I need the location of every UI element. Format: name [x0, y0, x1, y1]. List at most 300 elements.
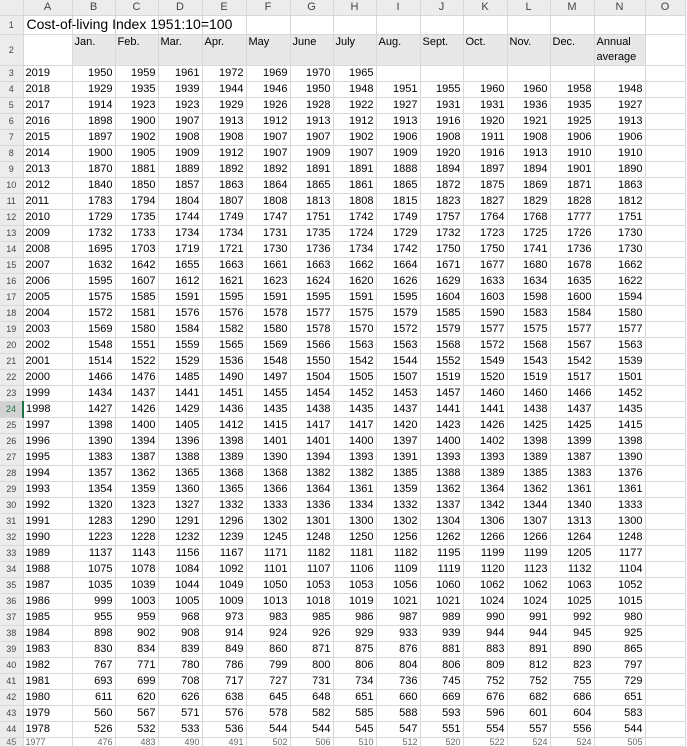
cell[interactable]: 1078 — [115, 562, 158, 578]
cell[interactable]: 1199 — [463, 546, 507, 562]
cell[interactable]: 1401 — [246, 434, 290, 450]
column-header-a[interactable]: A — [23, 0, 72, 16]
cell[interactable]: 1060 — [420, 578, 463, 594]
cell[interactable]: 736 — [376, 674, 420, 690]
cell[interactable]: 1620 — [333, 274, 376, 290]
cell[interactable] — [645, 674, 685, 690]
cell[interactable]: 1572 — [72, 306, 115, 322]
row-header[interactable]: 25 — [0, 418, 23, 434]
cell[interactable]: 1018 — [290, 594, 333, 610]
cell[interactable]: 1595 — [376, 290, 420, 306]
cell[interactable] — [645, 610, 685, 626]
cell[interactable]: 476 — [72, 738, 115, 747]
column-header-c[interactable]: C — [115, 0, 158, 16]
cell[interactable]: 1364 — [290, 482, 333, 498]
row-header[interactable]: 41 — [0, 674, 23, 690]
cell[interactable]: 1501 — [594, 370, 645, 386]
cell[interactable]: 939 — [420, 626, 463, 642]
cell[interactable]: 1566 — [290, 338, 333, 354]
cell[interactable]: 2013 — [23, 162, 72, 178]
cell[interactable]: 1084 — [158, 562, 202, 578]
cell[interactable]: 1053 — [333, 578, 376, 594]
cell[interactable]: 1420 — [376, 418, 420, 434]
cell[interactable]: 1634 — [507, 274, 550, 290]
cell[interactable]: 483 — [115, 738, 158, 747]
cell[interactable]: 1985 — [23, 610, 72, 626]
cell[interactable]: 1920 — [463, 114, 507, 130]
cell[interactable]: 1989 — [23, 546, 72, 562]
cell[interactable] — [290, 16, 333, 35]
month-header-cell[interactable]: Mar. — [158, 35, 202, 66]
cell[interactable]: 1988 — [23, 562, 72, 578]
cell[interactable]: 604 — [550, 706, 594, 722]
cell[interactable]: 601 — [507, 706, 550, 722]
row-header[interactable]: 8 — [0, 146, 23, 162]
cell[interactable]: 1441 — [158, 386, 202, 402]
cell[interactable]: 1415 — [246, 418, 290, 434]
cell[interactable]: 734 — [333, 674, 376, 690]
cell[interactable]: 1035 — [72, 578, 115, 594]
cell[interactable]: 1013 — [246, 594, 290, 610]
cell[interactable]: 812 — [507, 658, 550, 674]
row-header[interactable]: 12 — [0, 210, 23, 226]
cell[interactable]: 551 — [420, 722, 463, 738]
cell[interactable]: 1248 — [594, 530, 645, 546]
cell[interactable] — [645, 258, 685, 274]
select-all-corner[interactable] — [0, 0, 23, 16]
cell[interactable]: 992 — [550, 610, 594, 626]
cell[interactable]: 1725 — [507, 226, 550, 242]
cell[interactable]: 1981 — [23, 674, 72, 690]
row-header[interactable]: 20 — [0, 338, 23, 354]
cell[interactable]: 1402 — [463, 434, 507, 450]
cell[interactable]: 1256 — [376, 530, 420, 546]
cell[interactable]: 1544 — [376, 354, 420, 370]
cell[interactable]: 1344 — [507, 498, 550, 514]
cell[interactable]: 1429 — [158, 402, 202, 418]
cell[interactable]: 699 — [115, 674, 158, 690]
cell[interactable]: 1044 — [158, 578, 202, 594]
cell[interactable] — [645, 114, 685, 130]
cell[interactable] — [645, 546, 685, 562]
cell[interactable]: 526 — [72, 722, 115, 738]
month-header-cell[interactable]: Sept. — [420, 35, 463, 66]
cell[interactable]: 1575 — [507, 322, 550, 338]
row-header[interactable]: 5 — [0, 98, 23, 114]
cell[interactable]: 1972 — [202, 66, 246, 82]
cell[interactable] — [645, 402, 685, 418]
cell[interactable]: 799 — [246, 658, 290, 674]
row-header[interactable]: 13 — [0, 226, 23, 242]
cell[interactable]: 1572 — [376, 322, 420, 338]
cell[interactable]: 1199 — [507, 546, 550, 562]
cell[interactable] — [645, 626, 685, 642]
cell[interactable]: 1970 — [290, 66, 333, 82]
cell[interactable]: 1977 — [23, 738, 72, 747]
cell[interactable]: 1995 — [23, 450, 72, 466]
month-header-cell[interactable]: Feb. — [115, 35, 158, 66]
cell[interactable]: 1910 — [550, 146, 594, 162]
cell[interactable]: 1950 — [72, 66, 115, 82]
cell[interactable]: 582 — [290, 706, 333, 722]
cell[interactable]: 1304 — [420, 514, 463, 530]
cell[interactable]: 1360 — [158, 482, 202, 498]
cell[interactable]: 2015 — [23, 130, 72, 146]
cell[interactable]: 1106 — [333, 562, 376, 578]
row-header[interactable]: 28 — [0, 466, 23, 482]
cell[interactable]: 1003 — [115, 594, 158, 610]
cell[interactable]: 1536 — [202, 354, 246, 370]
cell[interactable]: 1455 — [246, 386, 290, 402]
cell[interactable]: 651 — [594, 690, 645, 706]
cell[interactable]: 1576 — [158, 306, 202, 322]
cell[interactable]: 1397 — [376, 434, 420, 450]
cell[interactable]: 1898 — [72, 114, 115, 130]
cell[interactable]: 945 — [550, 626, 594, 642]
cell[interactable]: 839 — [158, 642, 202, 658]
cell[interactable]: 1992 — [23, 498, 72, 514]
cell[interactable] — [645, 162, 685, 178]
cell[interactable]: 588 — [376, 706, 420, 722]
cell[interactable]: 1621 — [202, 274, 246, 290]
cell[interactable]: 1827 — [463, 194, 507, 210]
cell[interactable]: 1892 — [246, 162, 290, 178]
cell[interactable]: 1680 — [507, 258, 550, 274]
cell[interactable]: 1460 — [463, 386, 507, 402]
cell[interactable]: 1382 — [290, 466, 333, 482]
cell[interactable]: 1394 — [115, 434, 158, 450]
cell[interactable]: 1399 — [550, 434, 594, 450]
row-header[interactable]: 6 — [0, 114, 23, 130]
row-header[interactable]: 4 — [0, 82, 23, 98]
cell[interactable]: 1507 — [376, 370, 420, 386]
cell[interactable]: 1750 — [420, 242, 463, 258]
cell[interactable]: 1969 — [246, 66, 290, 82]
cell[interactable] — [376, 66, 420, 82]
cell[interactable]: 1362 — [507, 482, 550, 498]
cell[interactable]: 1584 — [158, 322, 202, 338]
cell[interactable]: 1390 — [72, 434, 115, 450]
cell[interactable]: 1577 — [550, 322, 594, 338]
cell[interactable]: 510 — [333, 738, 376, 747]
cell[interactable]: 1939 — [158, 82, 202, 98]
cell[interactable]: 1757 — [420, 210, 463, 226]
cell[interactable]: 1563 — [376, 338, 420, 354]
column-header-b[interactable]: B — [72, 0, 115, 16]
month-header-cell[interactable]: Apr. — [202, 35, 246, 66]
cell[interactable]: 1579 — [420, 322, 463, 338]
month-header-cell[interactable]: Dec. — [550, 35, 594, 66]
cell[interactable]: 1412 — [202, 418, 246, 434]
cell[interactable]: 1365 — [158, 466, 202, 482]
cell[interactable]: 1828 — [550, 194, 594, 210]
cell[interactable] — [645, 498, 685, 514]
cell[interactable]: 1595 — [202, 290, 246, 306]
cell[interactable] — [246, 16, 290, 35]
cell[interactable]: 731 — [290, 674, 333, 690]
cell[interactable]: 1182 — [290, 546, 333, 562]
cell[interactable] — [594, 66, 645, 82]
row-header[interactable]: 2 — [0, 35, 23, 66]
month-header-cell[interactable]: Oct. — [463, 35, 507, 66]
cell[interactable]: 1951 — [376, 82, 420, 98]
cell[interactable]: 1529 — [158, 354, 202, 370]
cell[interactable] — [645, 306, 685, 322]
cell[interactable]: 1724 — [333, 226, 376, 242]
cell[interactable]: 1390 — [246, 450, 290, 466]
cell[interactable] — [645, 226, 685, 242]
cell[interactable]: 1228 — [115, 530, 158, 546]
cell[interactable]: 1107 — [290, 562, 333, 578]
cell[interactable]: 1417 — [290, 418, 333, 434]
cell[interactable]: 985 — [290, 610, 333, 626]
column-header-i[interactable]: I — [376, 0, 420, 16]
cell[interactable]: 1104 — [594, 562, 645, 578]
cell[interactable]: 1993 — [23, 482, 72, 498]
cell[interactable]: 1485 — [158, 370, 202, 386]
cell[interactable]: 1749 — [376, 210, 420, 226]
row-header[interactable]: 39 — [0, 642, 23, 658]
cell[interactable]: 1723 — [463, 226, 507, 242]
cell[interactable]: 1913 — [376, 114, 420, 130]
cell[interactable] — [645, 274, 685, 290]
cell[interactable]: 1812 — [594, 194, 645, 210]
cell[interactable] — [645, 16, 685, 35]
row-header[interactable]: 44 — [0, 722, 23, 738]
cell[interactable]: 1909 — [158, 146, 202, 162]
cell[interactable]: 983 — [246, 610, 290, 626]
cell[interactable]: 1390 — [594, 450, 645, 466]
cell[interactable]: 1357 — [72, 466, 115, 482]
cell[interactable]: 1635 — [550, 274, 594, 290]
cell[interactable]: 1539 — [594, 354, 645, 370]
cell[interactable]: 1804 — [158, 194, 202, 210]
cell[interactable]: 1864 — [246, 178, 290, 194]
cell[interactable]: 1454 — [290, 386, 333, 402]
cell[interactable]: 2004 — [23, 306, 72, 322]
cell[interactable]: 1551 — [115, 338, 158, 354]
cell[interactable] — [645, 82, 685, 98]
cell[interactable]: 1607 — [115, 274, 158, 290]
cell[interactable]: 1425 — [550, 418, 594, 434]
cell[interactable]: 1927 — [594, 98, 645, 114]
cell[interactable] — [645, 194, 685, 210]
cell[interactable]: 1426 — [463, 418, 507, 434]
cell[interactable]: 1916 — [463, 146, 507, 162]
cell[interactable]: 823 — [550, 658, 594, 674]
cell[interactable]: 1232 — [158, 530, 202, 546]
cell[interactable]: 771 — [115, 658, 158, 674]
cell[interactable]: 578 — [246, 706, 290, 722]
cell[interactable] — [645, 642, 685, 658]
cell[interactable]: 1920 — [420, 146, 463, 162]
cell[interactable]: 1062 — [507, 578, 550, 594]
cell[interactable]: 1580 — [115, 322, 158, 338]
cell[interactable]: 1731 — [246, 226, 290, 242]
column-header-l[interactable]: L — [507, 0, 550, 16]
cell[interactable]: 1926 — [246, 98, 290, 114]
cell[interactable]: 1365 — [202, 482, 246, 498]
cell[interactable]: 1875 — [463, 178, 507, 194]
cell[interactable]: 959 — [115, 610, 158, 626]
column-header-k[interactable]: K — [463, 0, 507, 16]
row-header[interactable]: 30 — [0, 498, 23, 514]
cell[interactable]: 1823 — [420, 194, 463, 210]
cell[interactable]: 520 — [420, 738, 463, 747]
cell[interactable]: 1053 — [290, 578, 333, 594]
cell[interactable]: 1264 — [550, 530, 594, 546]
cell[interactable]: 1039 — [115, 578, 158, 594]
cell[interactable]: 1182 — [376, 546, 420, 562]
cell[interactable]: 1354 — [72, 482, 115, 498]
cell[interactable]: 1332 — [202, 498, 246, 514]
cell[interactable] — [23, 35, 72, 66]
cell[interactable]: 1663 — [202, 258, 246, 274]
column-header-e[interactable]: E — [202, 0, 246, 16]
cell[interactable]: 2016 — [23, 114, 72, 130]
cell[interactable] — [645, 690, 685, 706]
cell[interactable]: 1998 — [23, 402, 72, 418]
month-header-cell[interactable]: June — [290, 35, 333, 66]
cell[interactable]: 1177 — [594, 546, 645, 562]
cell[interactable]: 1514 — [72, 354, 115, 370]
cell[interactable]: 1393 — [463, 450, 507, 466]
month-header-cell[interactable]: Jan. — [72, 35, 115, 66]
cell[interactable]: 1955 — [420, 82, 463, 98]
cell[interactable]: 1387 — [115, 450, 158, 466]
cell[interactable]: 2019 — [23, 66, 72, 82]
cell[interactable]: 1729 — [376, 226, 420, 242]
cell[interactable]: 1591 — [158, 290, 202, 306]
cell[interactable]: 1497 — [246, 370, 290, 386]
cell[interactable]: 1362 — [420, 482, 463, 498]
cell[interactable]: 651 — [333, 690, 376, 706]
cell[interactable] — [645, 530, 685, 546]
cell[interactable]: 752 — [463, 674, 507, 690]
cell[interactable]: 1435 — [333, 402, 376, 418]
cell[interactable]: 1664 — [376, 258, 420, 274]
cell[interactable]: 1944 — [202, 82, 246, 98]
cell[interactable]: 1916 — [420, 114, 463, 130]
cell[interactable]: 1695 — [72, 242, 115, 258]
cell[interactable]: 1925 — [550, 114, 594, 130]
cell[interactable]: 1870 — [72, 162, 115, 178]
cell[interactable]: 1721 — [202, 242, 246, 258]
cell[interactable]: 1907 — [290, 130, 333, 146]
cell[interactable]: 1542 — [333, 354, 376, 370]
cell[interactable] — [420, 66, 463, 82]
cell[interactable]: 1907 — [158, 114, 202, 130]
cell[interactable]: 1385 — [507, 466, 550, 482]
row-header[interactable]: 29 — [0, 482, 23, 498]
cell[interactable]: 990 — [463, 610, 507, 626]
cell[interactable]: 1024 — [463, 594, 507, 610]
cell[interactable]: 611 — [72, 690, 115, 706]
cell[interactable]: 1642 — [115, 258, 158, 274]
cell[interactable]: 929 — [333, 626, 376, 642]
row-header[interactable]: 40 — [0, 658, 23, 674]
cell[interactable]: 1195 — [420, 546, 463, 562]
cell[interactable]: 556 — [550, 722, 594, 738]
cell[interactable]: 2001 — [23, 354, 72, 370]
cell[interactable]: 1829 — [507, 194, 550, 210]
cell[interactable]: 1388 — [420, 466, 463, 482]
cell[interactable]: 1921 — [507, 114, 550, 130]
row-header[interactable]: 22 — [0, 370, 23, 386]
cell[interactable]: 1913 — [202, 114, 246, 130]
cell[interactable]: 1396 — [158, 434, 202, 450]
cell[interactable]: 1907 — [246, 130, 290, 146]
cell[interactable]: 1928 — [290, 98, 333, 114]
cell[interactable]: 1401 — [290, 434, 333, 450]
cell[interactable]: 1387 — [550, 450, 594, 466]
cell[interactable]: 1730 — [594, 226, 645, 242]
cell[interactable]: 1990 — [23, 530, 72, 546]
cell[interactable]: 1266 — [463, 530, 507, 546]
cell[interactable]: 1742 — [376, 242, 420, 258]
cell[interactable]: 925 — [594, 626, 645, 642]
row-header[interactable]: 38 — [0, 626, 23, 642]
cell[interactable]: 1452 — [333, 386, 376, 402]
cell[interactable]: 1913 — [507, 146, 550, 162]
cell[interactable]: 1394 — [290, 450, 333, 466]
cell[interactable]: 2010 — [23, 210, 72, 226]
row-header[interactable]: 35 — [0, 578, 23, 594]
cell[interactable]: 545 — [333, 722, 376, 738]
cell[interactable]: 1132 — [550, 562, 594, 578]
cell[interactable]: 1655 — [158, 258, 202, 274]
cell[interactable]: 1567 — [550, 338, 594, 354]
cell[interactable]: 512 — [376, 738, 420, 747]
cell[interactable]: 2009 — [23, 226, 72, 242]
cell[interactable]: 1434 — [72, 386, 115, 402]
row-header[interactable]: 17 — [0, 290, 23, 306]
cell[interactable]: 1457 — [420, 386, 463, 402]
cell[interactable]: 1986 — [23, 594, 72, 610]
cell[interactable]: 648 — [290, 690, 333, 706]
cell[interactable]: 1923 — [158, 98, 202, 114]
cell[interactable]: 834 — [115, 642, 158, 658]
cell[interactable]: 1979 — [23, 706, 72, 722]
cell[interactable] — [645, 466, 685, 482]
cell[interactable]: 1891 — [333, 162, 376, 178]
cell[interactable]: 806 — [333, 658, 376, 674]
cell[interactable]: 1912 — [202, 146, 246, 162]
cell[interactable]: 669 — [420, 690, 463, 706]
cell[interactable]: 1935 — [115, 82, 158, 98]
cell[interactable]: 1907 — [333, 146, 376, 162]
cell[interactable] — [645, 722, 685, 738]
cell[interactable]: 1075 — [72, 562, 115, 578]
row-header[interactable]: 45 — [0, 738, 23, 747]
cell[interactable]: 1385 — [376, 466, 420, 482]
cell[interactable]: 2012 — [23, 178, 72, 194]
cell[interactable] — [645, 706, 685, 722]
cell[interactable]: 1891 — [290, 162, 333, 178]
cell[interactable]: 1908 — [202, 130, 246, 146]
cell[interactable]: 1913 — [290, 114, 333, 130]
cell[interactable]: 1575 — [333, 306, 376, 322]
cell[interactable]: 2005 — [23, 290, 72, 306]
cell[interactable]: 1427 — [72, 402, 115, 418]
row-header[interactable]: 42 — [0, 690, 23, 706]
cell[interactable]: 1906 — [550, 130, 594, 146]
cell[interactable]: 1865 — [290, 178, 333, 194]
row-header[interactable]: 23 — [0, 386, 23, 402]
cell[interactable]: 902 — [115, 626, 158, 642]
cell[interactable]: 1563 — [333, 338, 376, 354]
cell[interactable]: 745 — [420, 674, 463, 690]
